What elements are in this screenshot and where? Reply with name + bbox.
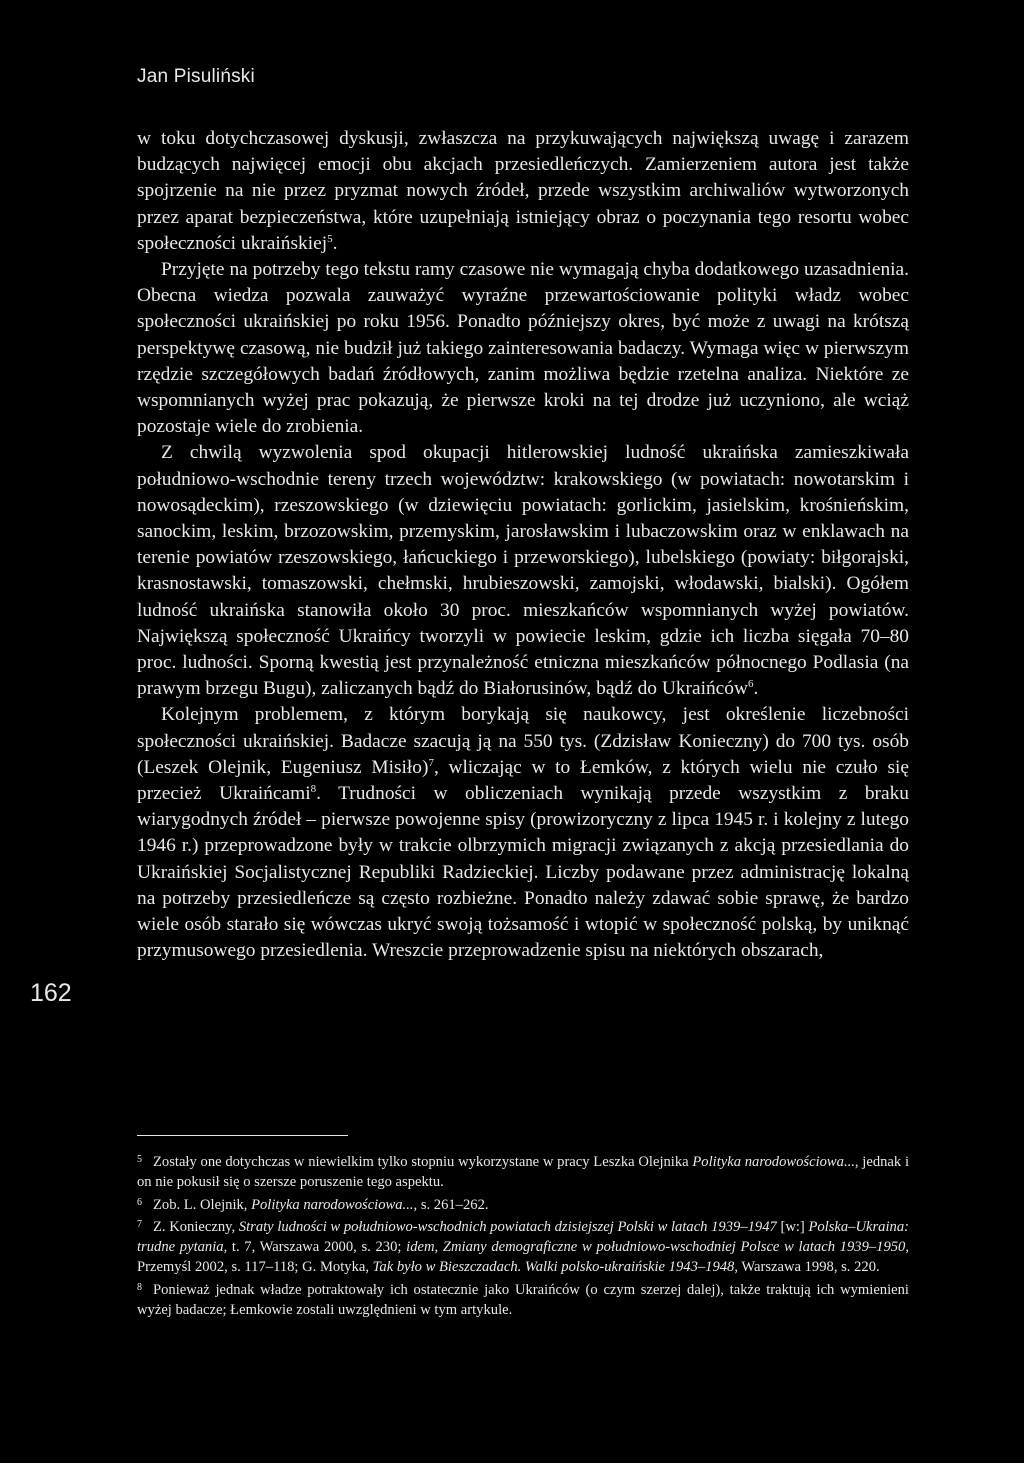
footnote-text: Zob. L. Olejnik, (153, 1196, 252, 1213)
paragraph-2: Przyjęte na potrzeby tego tekstu ramy czasowe nie wymagają chyba dodatkowego uzasadnienia. Obecna wiedza pozwala zauważyć wyraźne przewartościowanie polityki władz wobec społeczności ukraińskiej po roku 1956. Ponadto późniejszy okres, być może z uwagi na krótszą perspektywę czasową, nie budził już takiego zainteresowania badaczy. Wymaga więc w pierwszym rzędzie szczegółowych badań źródłowych, zanim możliwa będzie rzetelna analiza. Niektóre ze wspomnianych wyżej prac pokazują, że pierwsze kroki na tej drodze już uczyniono, ale wciąż pozostaje wiele do zrobienia. (137, 259, 909, 438)
footnote-ref[interactable]: 8 (310, 783, 317, 796)
footnote-number: 6 (137, 1196, 142, 1208)
paragraph-text: Kolejnym problemem, z którym borykają się naukowcy, jest określenie liczebności społeczności ukraińskiej. Badacze szacują ją na 550 tys. (Zdzisław Konieczny) do 700 tys. osób (Leszek Olejnik, Eugeniusz Misiło) (137, 704, 909, 778)
paragraph-4 (137, 702, 909, 964)
footnote-title: Polska–Ukraina: trudne pytania (137, 1218, 909, 1256)
footnote-8 (137, 1278, 909, 1321)
paragraph-text: . (332, 232, 338, 254)
footnote-text: , Warszawa 1998, s. 220. (734, 1259, 880, 1276)
footnote-text: [w:] (776, 1218, 809, 1235)
footnote-text: Z. Konieczny, (153, 1218, 239, 1235)
footnote-text: , t. 7, Warszawa 2000, s. 230; (223, 1239, 407, 1256)
footnote-number: 8 (137, 1281, 142, 1293)
footnote-ref[interactable]: 5 (327, 232, 333, 245)
footnote-text: , jednak i on nie pokusił się o szersze poruszenie tego aspektu. (137, 1154, 910, 1191)
page-number: 162 (30, 979, 72, 1007)
footnote-5 (137, 1150, 909, 1193)
footnote-title: Zmiany demograficzne w południowo-wschodniej Polsce w latach 1939–1950 (442, 1239, 906, 1256)
running-head: Jan Pisuliński (137, 66, 255, 87)
footnote-title: Polityka narodowościowa... (692, 1154, 855, 1170)
paragraph-text: . Trudności w obliczeniach wynikają przede wszystkim z braku wiarygodnych źródeł – pierwsze powojenne spisy (prowizoryczny z lipca 1945 r. i kolejny z lutego 1946 r.) przeprowadzone były w trakcie olbrzymich migracji związanych z akcją przesiedlania do Ukraińskiej Socjalistycznej Republiki Radzieckiej. Liczby podawane przez administrację lokalną na potrzeby przesiedleńcze są często rozbieżne. Ponadto należy zdawać sobie sprawę, że bardzo wiele osób starało się wówczas ukryć swoją tożsamość i wtopić w społeczność polską, by uniknąć przymusowego przesiedlenia. Wreszcie przeprowadzenie spisu na niektórych obszarach, (137, 783, 909, 962)
footnote-text: , Przemyśl 2002, s. 117–118; G. Motyka, (137, 1239, 910, 1276)
paragraph-1 (137, 126, 909, 257)
footnote-title: Straty ludności w południowo-wschodnich powiatach dzisiejszej Polski w latach 1939–1947 (238, 1218, 777, 1235)
paragraph-text: , wliczając w to Łemków, z których wielu nie czuło się przecież Ukraińcami (137, 756, 909, 805)
footnote-7 (137, 1215, 909, 1278)
footnote-title: idem (406, 1239, 435, 1256)
paragraph-text: Z chwilą wyzwolenia spod okupacji hitlerowskiej ludność ukraińska zamieszkiwała południowo-wschodnie tereny trzech województw: krakowskiego (w powiatach: nowotarskim i nowosądeckim), rzeszowskiego (w dziewięciu powiatach: gorlickim, jasielskim, krośnieńskim, sanockim, leskim, brzozowskim, przemyskim, jarosławskim i lubaczowskim oraz w enklawach na terenie powiatów rzeszowskiego, łańcuckiego i przeworskiego), lubelskiego (powiaty: biłgorajski, krasnostawski, tomaszowski, chełmski, hrubieszowski, zamojski, włodawski, bialski). Ogółem ludność ukraińska stanowiła około 30 proc. mieszkańców wspomnianych wyżej powiatów. Największą społeczność Ukraińcy tworzyli w powiecie leskim, gdzie ich liczba sięgała 70–80 proc. ludności. Sporną kwestią jest przynależność etniczna mieszkańców północnego Podlasia (na prawym brzegu Bugu), zaliczanych bądź do Białorusinów, bądź do Ukraińców (137, 442, 909, 700)
paragraph-3 (137, 440, 909, 702)
footnote-title: Tak było w Bieszczadach. Walki polsko-ukraińskie 1943–1948 (372, 1259, 735, 1276)
footnote-text: , (434, 1239, 443, 1256)
footnote-title: Polityka narodowościowa... (251, 1196, 414, 1213)
footnote-divider (137, 1135, 348, 1136)
footnote-text: Ponieważ jednak władze potraktowały ich ostatecznie jako Ukraińców (o czym szerzej dalej), także traktują ich wymienieni wyżej badacze; Łemkowie zostali uwzględnieni w tym artykule. (137, 1281, 909, 1319)
footnote-6 (137, 1193, 909, 1215)
paragraph-text: . (753, 678, 759, 700)
footnote-ref[interactable]: 6 (747, 678, 754, 691)
body-text (137, 126, 909, 965)
footnote-number: 5 (137, 1154, 142, 1165)
footnote-number: 7 (137, 1218, 142, 1230)
footnote-text: , s. 261–262. (413, 1196, 489, 1213)
footnotes (137, 1150, 909, 1320)
footnote-ref[interactable]: 7 (428, 756, 434, 769)
footnote-text: Zostały one dotychczas w niewielkim tylko stopniu wykorzystane w pracy Leszka Olejnika (153, 1154, 693, 1170)
paragraph-text: w toku dotychczasowej dyskusji, zwłaszcza na przykuwających największą uwagę i zarazem budzących najwięcej emocji obu akcjach przesiedleńczych. Zamierzeniem autora jest także spojrzenie na nie przez pryzmat nowych źródeł, przede wszystkim archiwaliów wytworzonych przez aparat bezpieczeństwa, które uzupełniają istniejący obraz o poczynania tego resortu wobec społeczności ukraińskiej (137, 128, 909, 254)
